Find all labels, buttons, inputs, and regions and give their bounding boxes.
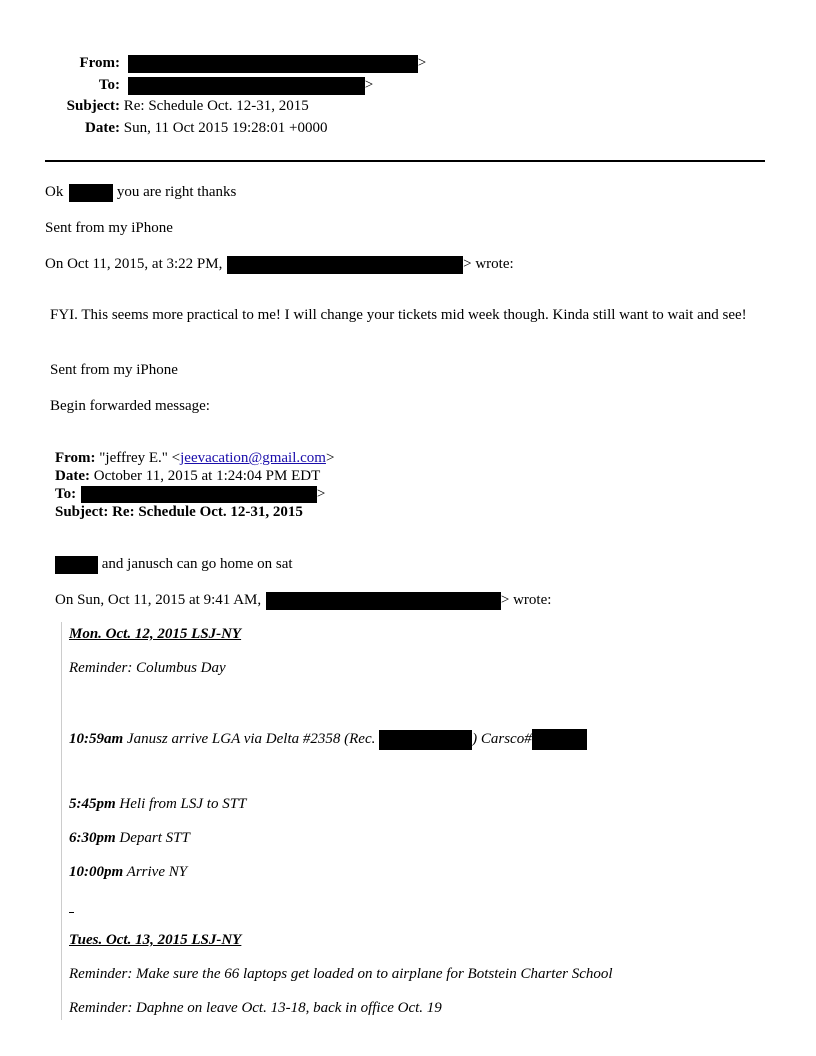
date-value: Sun, 11 Oct 2015 19:28:01 +0000	[123, 120, 328, 136]
item-text: Depart STT	[115, 830, 190, 846]
item-time: 5:45pm	[69, 796, 116, 812]
fwd-subject-label: Subject:	[55, 504, 109, 520]
date-label: Date:	[85, 120, 120, 136]
redacted-block	[128, 77, 365, 95]
schedule-item	[69, 795, 246, 813]
wrote-text: > wrote:	[500, 592, 552, 608]
reply-signature: Sent from my iPhone	[45, 220, 173, 236]
redacted-block	[227, 256, 463, 274]
fyi-body: FYI. This seems more practical to me! I will change your tickets mid week though. Kinda still want to wait and see!	[50, 307, 747, 323]
fwd-quote-intro	[55, 591, 551, 610]
fwd-subject-row	[55, 503, 303, 521]
fwd-date-label: Date:	[55, 468, 90, 484]
schedule-item	[69, 729, 587, 750]
small-mark	[69, 912, 74, 913]
from-label: From:	[79, 55, 120, 71]
redacted-block	[81, 486, 317, 503]
to-label: To:	[98, 77, 120, 93]
redacted-block	[532, 729, 587, 750]
quote-intro-text: On Oct 11, 2015, at 3:22 PM,	[45, 256, 223, 272]
item-time: 10:00pm	[69, 864, 124, 880]
subject-value: Re: Schedule Oct. 12-31, 2015	[123, 98, 309, 114]
mon-heading: Mon. Oct. 12, 2015 LSJ-NY	[69, 626, 242, 642]
bracket: >	[364, 77, 374, 93]
item-time: 10:59am	[69, 730, 124, 747]
reply-text: you are right thanks	[113, 184, 237, 200]
bracket: >	[316, 486, 326, 502]
fwd-date-row	[55, 467, 320, 485]
reply-ok: Ok	[45, 184, 64, 200]
fwd-to-row	[55, 485, 325, 503]
item-text: ) Carsco#	[472, 730, 532, 747]
reply-quote-intro	[45, 255, 514, 274]
sender-email-link[interactable]: jeevacation@gmail.com	[180, 450, 326, 466]
fwd-body-text: and janusch can go home on sat	[98, 556, 293, 572]
header-divider	[45, 160, 765, 162]
bracket: >	[417, 55, 427, 71]
fwd-from-row	[55, 449, 334, 467]
begin-forwarded: Begin forwarded message:	[50, 398, 210, 414]
item-time: 6:30pm	[69, 830, 116, 846]
quote-bar	[61, 622, 62, 1020]
header-to-row	[0, 76, 373, 95]
mon-reminder: Reminder: Columbus Day	[69, 660, 226, 676]
fwd-to-label: To:	[55, 486, 77, 502]
item-text: Janusz arrive LGA via Delta #2358 (Rec.	[123, 730, 380, 747]
fwd-from-label: From:	[55, 450, 96, 466]
header-subject-row	[0, 97, 309, 115]
fwd-date-value: October 11, 2015 at 1:24:04 PM EDT	[89, 468, 321, 484]
item-text: Heli from LSJ to STT	[115, 796, 247, 812]
fwd-body	[55, 555, 293, 574]
bracket: >	[325, 450, 335, 466]
redacted-block	[379, 730, 472, 750]
redacted-block	[266, 592, 501, 610]
fwd-from-name: "jeffrey E." <	[95, 450, 181, 466]
schedule-item	[69, 829, 190, 847]
header-date-row	[0, 119, 328, 137]
reply-line	[45, 183, 236, 202]
fwd-subject-value: Re: Schedule Oct. 12-31, 2015	[108, 504, 303, 520]
redacted-block	[55, 556, 98, 574]
schedule-item	[69, 863, 187, 881]
tue-reminder: Reminder: Make sure the 66 laptops get loaded on to airplane for Botstein Charter School	[69, 966, 613, 982]
redacted-block	[69, 184, 113, 202]
wrote-text: > wrote:	[463, 256, 514, 272]
redacted-block	[128, 55, 418, 73]
header-from-row	[0, 54, 426, 73]
quote-intro-text: On Sun, Oct 11, 2015 at 9:41 AM,	[55, 592, 262, 608]
tue-reminder: Reminder: Daphne on leave Oct. 13-18, back in office Oct. 19	[69, 1000, 442, 1016]
item-text: Arrive NY	[123, 864, 188, 880]
subject-label: Subject:	[66, 98, 120, 114]
tue-heading: Tues. Oct. 13, 2015 LSJ-NY	[69, 932, 242, 948]
fyi-signature: Sent from my iPhone	[50, 362, 178, 378]
